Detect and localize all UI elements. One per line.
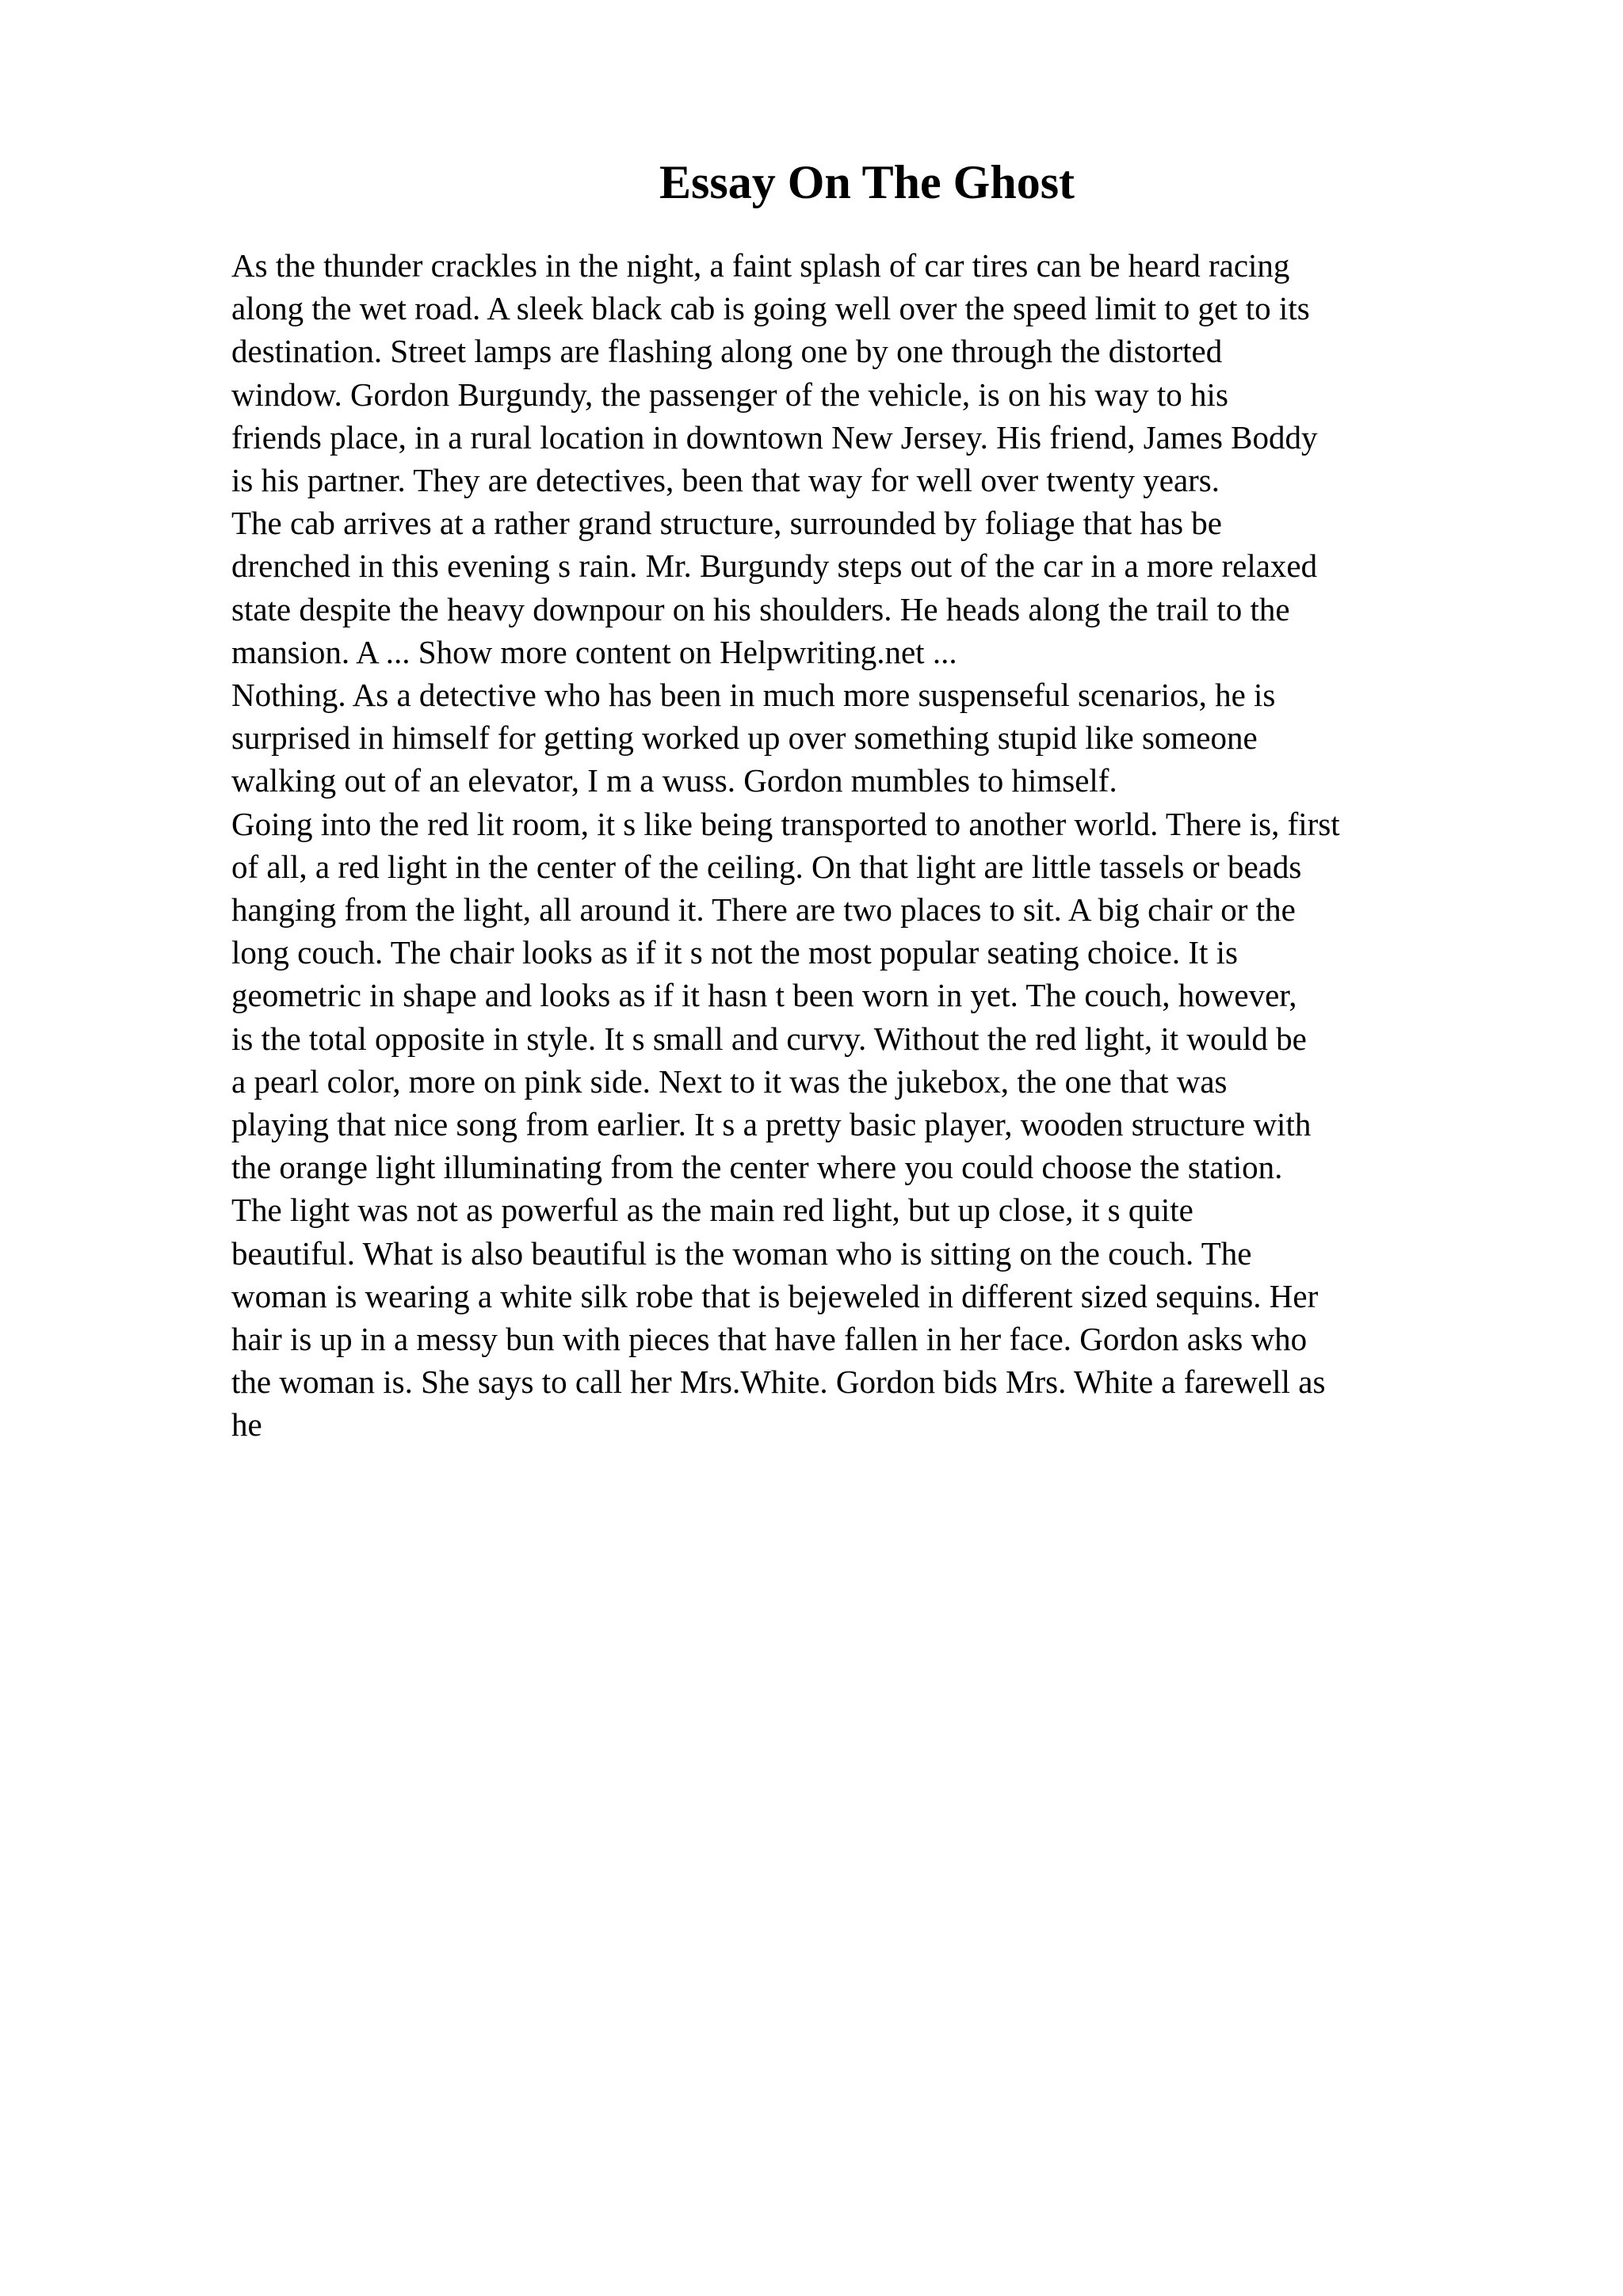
text-line: long couch. The chair looks as if it s not the most popular seating choice. It is xyxy=(231,934,1238,971)
text-line: a pearl color, more on pink side. Next to it was the jukebox, the one that was xyxy=(231,1062,1228,1100)
text-line: the orange light illuminating from the center where you could choose the station. xyxy=(231,1149,1283,1186)
text-line: walking out of an elevator, I m a wuss. Gordon mumbles to himself. xyxy=(231,762,1117,799)
text-line: is the total opposite in style. It s small and curvy. Without the red light, it would be xyxy=(231,1020,1307,1057)
text-line: playing that nice song from earlier. It s a pretty basic player, wooden structure with xyxy=(231,1106,1312,1143)
text-line: destination. Street lamps are flashing along one by one through the distorted xyxy=(231,333,1223,370)
text-line: of all, a red light in the center of the ceiling. On that light are little tassels or beads xyxy=(231,848,1302,885)
document-title: Essay On The Ghost xyxy=(659,156,1075,208)
text-line: The light was not as powerful as the main red light, but up close, it s quite xyxy=(231,1192,1193,1229)
text-line: Going into the red lit room, it s like being transported to another world. There is, first xyxy=(231,805,1340,842)
text-line: is his partner. They are detectives, been that way for well over twenty years. xyxy=(231,462,1220,499)
essay-body xyxy=(231,244,1499,1447)
text-line: window. Gordon Burgundy, the passenger of the vehicle, is on his way to his xyxy=(231,376,1228,413)
text-line: As the thunder crackles in the night, a faint splash of car tires can be heard racing xyxy=(231,247,1290,284)
text-line: drenched in this evening s rain. Mr. Burgundy steps out of the car in a more relaxed xyxy=(231,547,1318,585)
text-line: The cab arrives at a rather grand structure, surrounded by foliage that has be xyxy=(231,505,1222,542)
text-line: friends place, in a rural location in downtown New Jersey. His friend, James Boddy xyxy=(231,418,1318,456)
text-line: Nothing. As a detective who has been in much more suspenseful scenarios, he is xyxy=(231,677,1276,714)
text-line: beautiful. What is also beautiful is the woman who is sitting on the couch. The xyxy=(231,1234,1252,1272)
text-line: along the wet road. A sleek black cab is going well over the speed limit to get to its xyxy=(231,290,1310,327)
text-line: mansion. A ... Show more content on Helpwriting.net ... xyxy=(231,633,957,670)
text-line: he xyxy=(231,1406,262,1444)
text-line: woman is wearing a white silk robe that is bejeweled in different sized sequins. Her xyxy=(231,1277,1319,1314)
text-line: hair is up in a messy bun with pieces that have fallen in her face. Gordon asks who xyxy=(231,1321,1308,1358)
text-line: the woman is. She says to call her Mrs.White. Gordon bids Mrs. White a farewell as xyxy=(231,1363,1326,1401)
text-line: surprised in himself for getting worked up over something stupid like someone xyxy=(231,719,1258,757)
text-line: hanging from the light, all around it. There are two places to sit. A big chair or the xyxy=(231,891,1296,929)
text-line: state despite the heavy downpour on his shoulders. He heads along the trail to the xyxy=(231,590,1290,627)
text-line: geometric in shape and looks as if it hasn t been worn in yet. The couch, however, xyxy=(231,977,1297,1014)
